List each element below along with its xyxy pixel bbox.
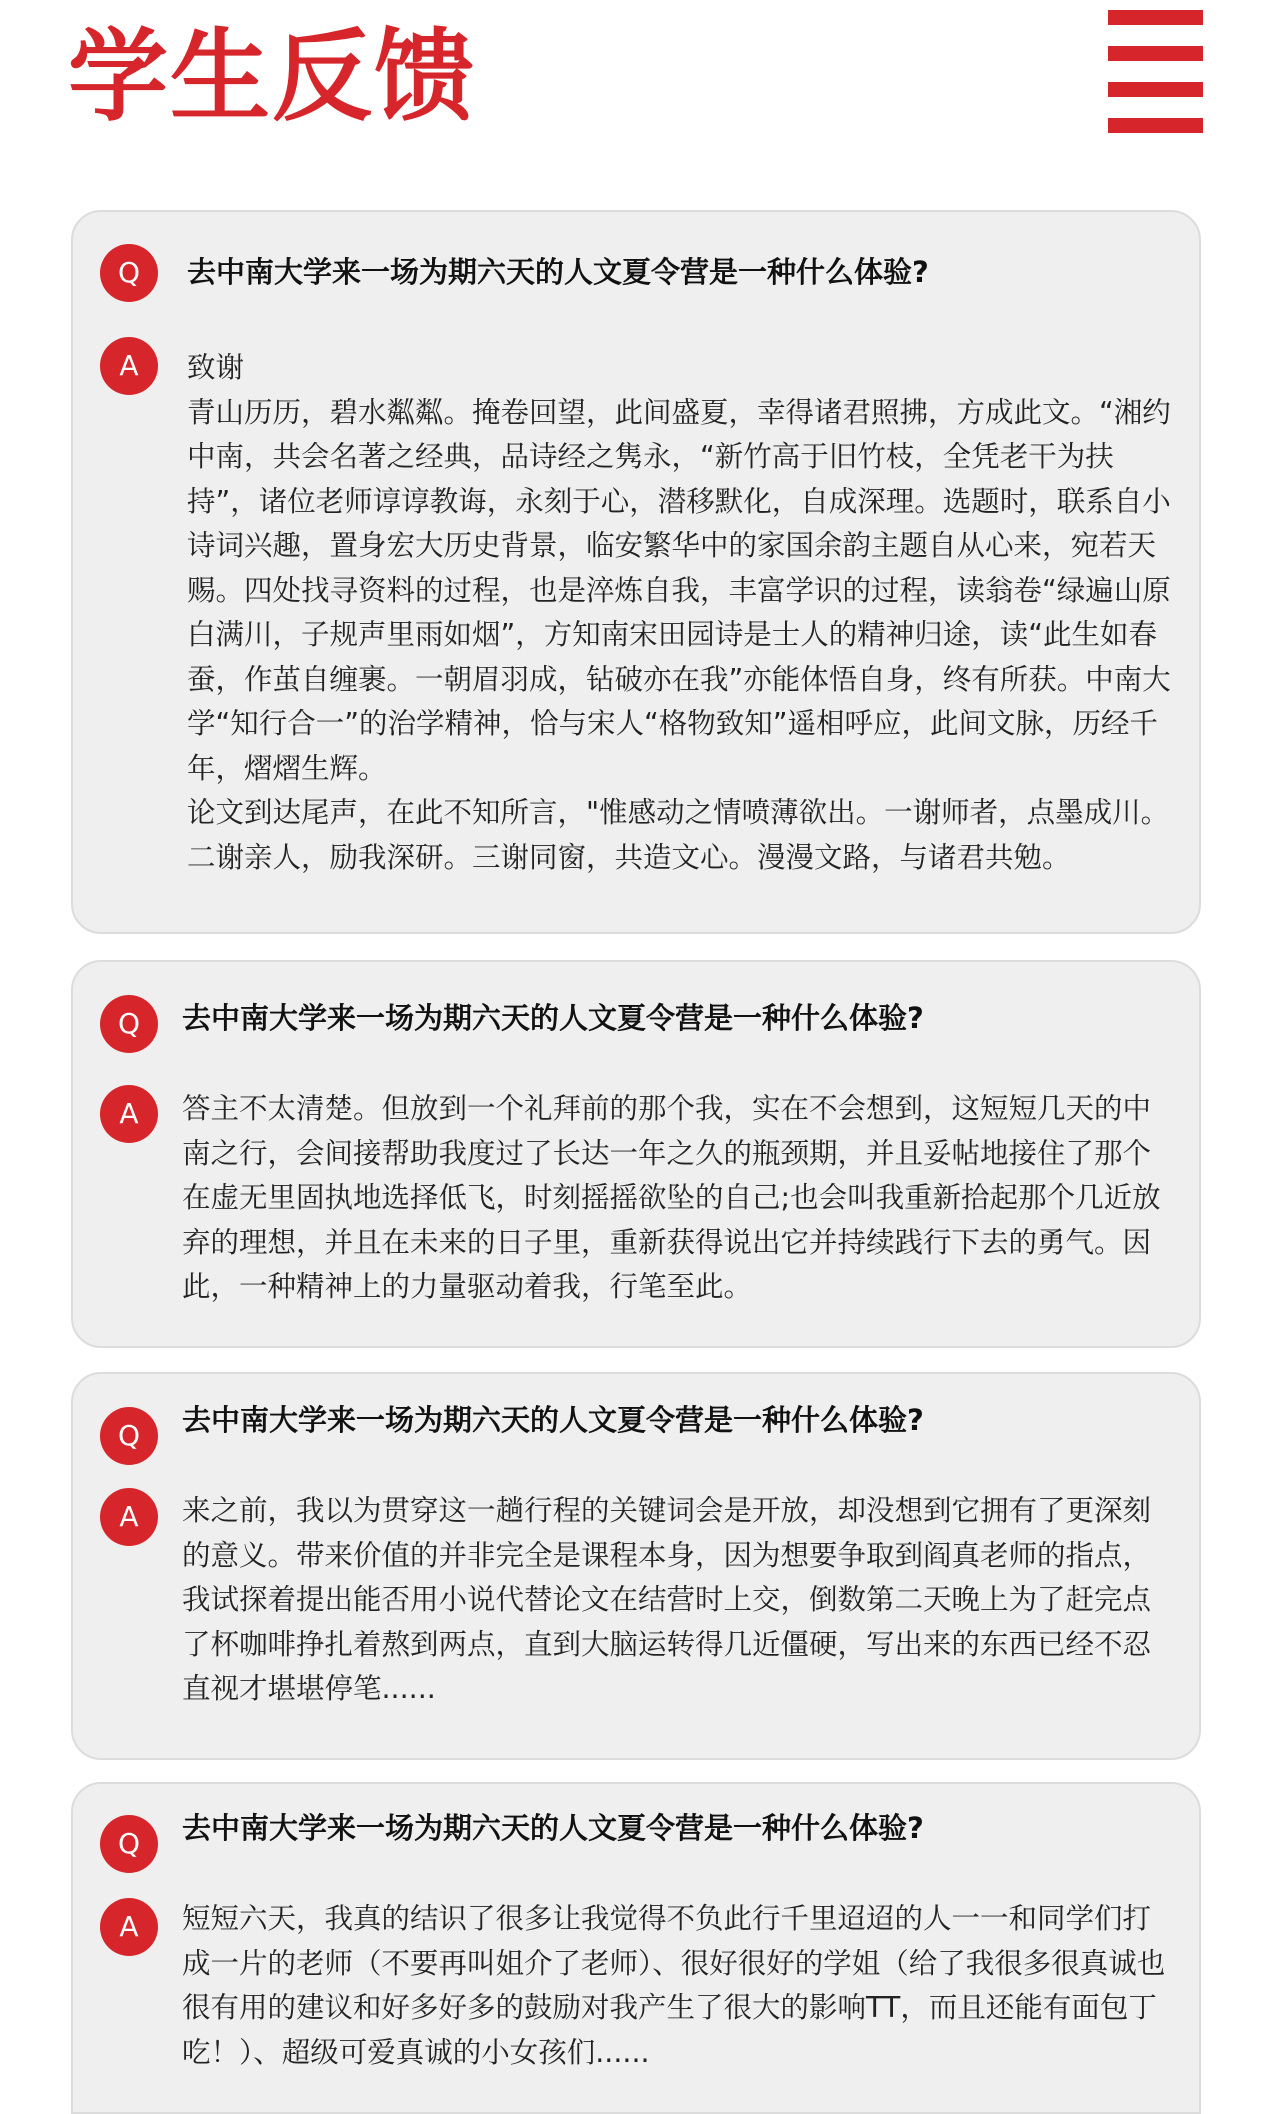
question-text: 去中南大学来一场为期六天的人文夏令营是一种什么体验? [182,1001,924,1035]
answer-paragraph: 来之前，我以为贯穿这一趟行程的关键词会是开放，却没想到它拥有了更深刻的意义。带来价值的并非完全是课程本身，因为想要争取到阎真老师的指点，我试探着提出能否用小说代替论文在结营时上交，倒数第二天晚上为了赶完点了杯咖啡挣扎着熬到两点，直到大脑运转得几近僵硬，写出来的东西已经不忍直视才堪堪停笔...... [182,1494,1152,1705]
answer-badge: A [100,337,158,395]
question-badge: Q [100,1815,158,1873]
answer-badge: A [100,1898,158,1956]
question-text: 去中南大学来一场为期六天的人文夏令营是一种什么体验? [182,1811,924,1845]
menu-bar [1108,46,1203,61]
menu-bar [1108,82,1203,97]
answer-badge: A [100,1085,158,1143]
answer-badge: A [100,1488,158,1546]
answer-paragraph: 论文到达尾声，在此不知所言，"惟感动之情喷薄欲出。一谢师者，点墨成川。二谢亲人，励我深研。三谢同窗，共造文心。漫漫文路，与诸君共勉。 [187,796,1170,874]
question-badge: Q [100,244,158,302]
answer-paragraph: 答主不太清楚。但放到一个礼拜前的那个我，实在不会想到，这短短几天的中南之行，会间接帮助我度过了长达一年之久的瓶颈期，并且妥帖地接住了那个在虚无里固执地选择低飞，时刻摇摇欲坠的自己;也会叫我重新拾起那个几近放弃的理想，并且在未来的日子里，重新获得说出它并持续践行下去的勇气。因此，一种精神上的力量驱动着我，行笔至此。 [182,1092,1161,1303]
question-text: 去中南大学来一场为期六天的人文夏令营是一种什么体验? [187,255,929,289]
answer-text [182,1489,1167,1712]
answer-paragraph: 致谢 [187,351,245,384]
feedback-card [71,210,1201,934]
page-title: 学生反馈 [68,18,476,135]
answer-paragraph: 短短六天，我真的结识了很多让我觉得不负此行千里迢迢的人一一和同学们打成一片的老师（不要再叫姐介了老师）、很好很好的学姐（给了我很多很真诚也很有用的建议和好多好多的鼓励对我产生了很大的影响TT，而且还能有面包丁吃！）、超级可爱真诚的小女孩们...... [182,1902,1166,2069]
menu-bar [1108,118,1203,133]
answer-text [182,1897,1167,2075]
feedback-card [71,960,1201,1348]
question-text: 去中南大学来一场为期六天的人文夏令营是一种什么体验? [182,1403,924,1437]
feedback-card [71,1372,1201,1760]
menu-bar [1108,10,1203,25]
question-badge: Q [100,1407,158,1465]
answer-text [187,346,1172,880]
question-badge: Q [100,995,158,1053]
answer-paragraph: 青山历历，碧水粼粼。掩卷回望，此间盛夏，幸得诸君照拂，方成此文。“湘约中南，共会名著之经典，品诗经之隽永，“新竹高于旧竹枝，全凭老干为扶持”，诸位老师谆谆教诲，永刻于心，潜移默化，自成深理。选题时，联系自小诗词兴趣，置身宏大历史背景，临安繁华中的家国余韵主题自从心来，宛若天赐。四处找寻资料的过程，也是淬炼自我，丰富学识的过程，读翁卷“绿遍山原白满川，子规声里雨如烟”，方知南宋田园诗是士人的精神归途，读“此生如春蚕，作茧自缠裹。一朝眉羽成，钻破亦在我”亦能体悟自身，终有所获。中南大学“知行合一”的治学精神，恰与宋人“格物致知”遥相呼应，此间文脉，历经千年，熠熠生辉。 [187,395,1171,785]
answer-text [182,1087,1167,1310]
hamburger-menu-icon[interactable] [1108,10,1203,134]
feedback-card [71,1782,1201,2114]
